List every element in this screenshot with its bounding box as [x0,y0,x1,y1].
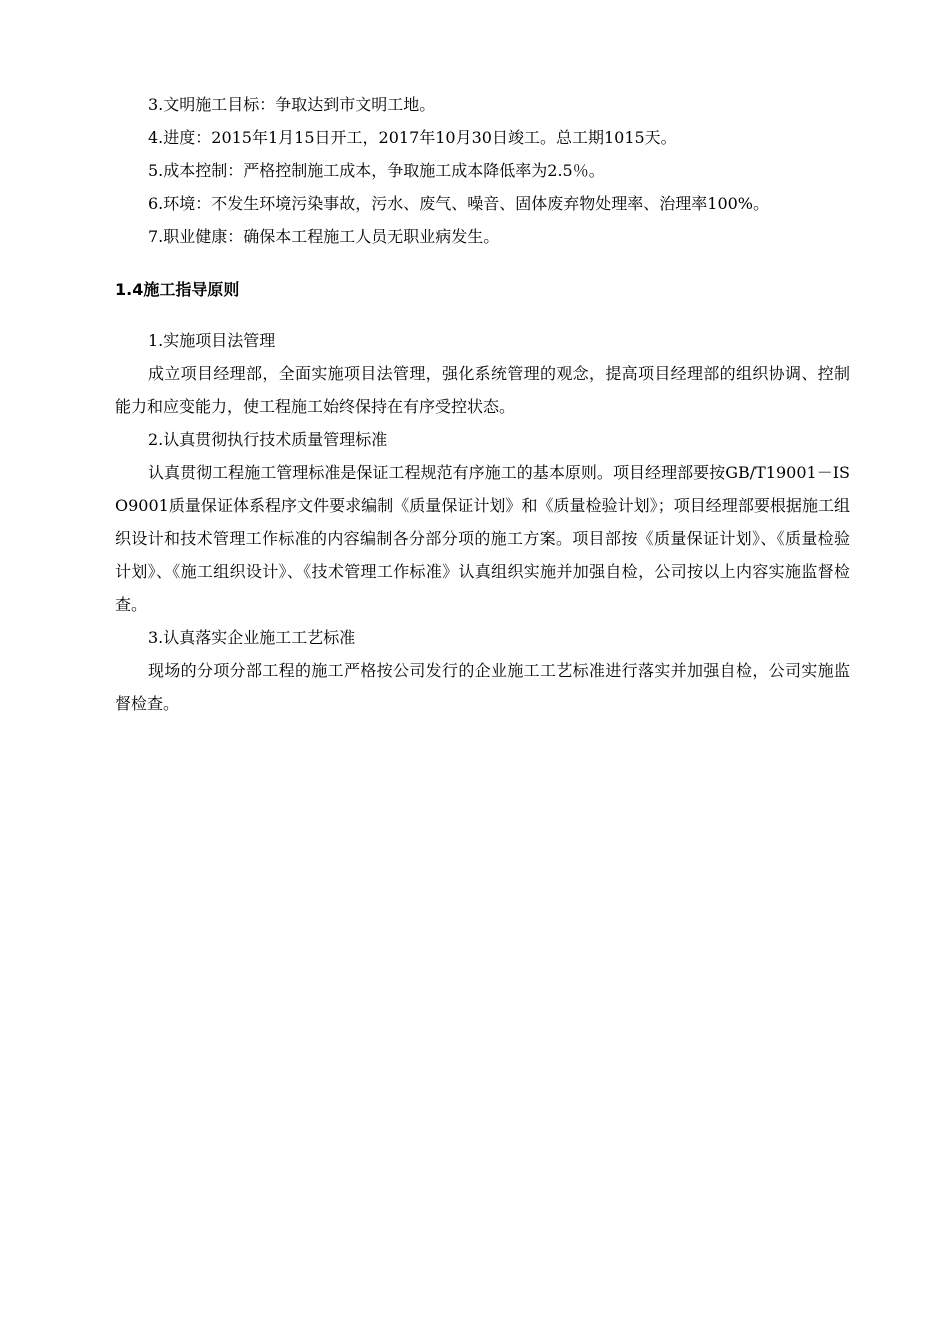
principle-1-title: 1.实施项目法管理 [148,331,276,350]
principle-2-title: 2.认真贯彻执行技术质量管理标准 [148,430,388,449]
goal-schedule: 4.进度：2015年1月15日开工，2017年10月30日竣工。总工期1015天。 [148,128,677,147]
principle-3-body: 现场的分项分部工程的施工严格按公司发行的企业施工工艺标准进行落实并加强自检，公司实施监督检查。 [115,661,850,713]
goal-environment: 6.环境：不发生环境污染事故，污水、废气、噪音、固体废弃物处理率、治理率100%。 [148,194,770,213]
section-heading: 1.4施工指导原则 [115,280,240,299]
goal-civilized-construction: 3.文明施工目标：争取达到市文明工地。 [148,95,436,114]
principle-3-title: 3.认真落实企业施工工艺标准 [148,628,356,647]
goal-occupational-health: 7.职业健康：确保本工程施工人员无职业病发生。 [148,227,500,246]
principle-2-body: 认真贯彻工程施工管理标准是保证工程规范有序施工的基本原则。项目经理部要按GB/T19001－ISO9001质量保证体系程序文件要求编制《质量保证计划》和《质量检验计划》；项目经理部要根据施工组织设计和技术管理工作标准的内容编制各分部分项的施工方案。项目部按《质量保证计划》、《质量检验计划》、《施工组织设计》、《技术管理工作标准》认真组织实施并加强自检，公司按以上内容实施监督检查。 [115,463,850,614]
document-body [115,88,850,720]
goal-cost-control: 5.成本控制：严格控制施工成本，争取施工成本降低率为2.5％。 [148,161,605,180]
principle-1-body: 成立项目经理部，全面实施项目法管理，强化系统管理的观念，提高项目经理部的组织协调、控制能力和应变能力，使工程施工始终保持在有序受控状态。 [115,364,850,416]
